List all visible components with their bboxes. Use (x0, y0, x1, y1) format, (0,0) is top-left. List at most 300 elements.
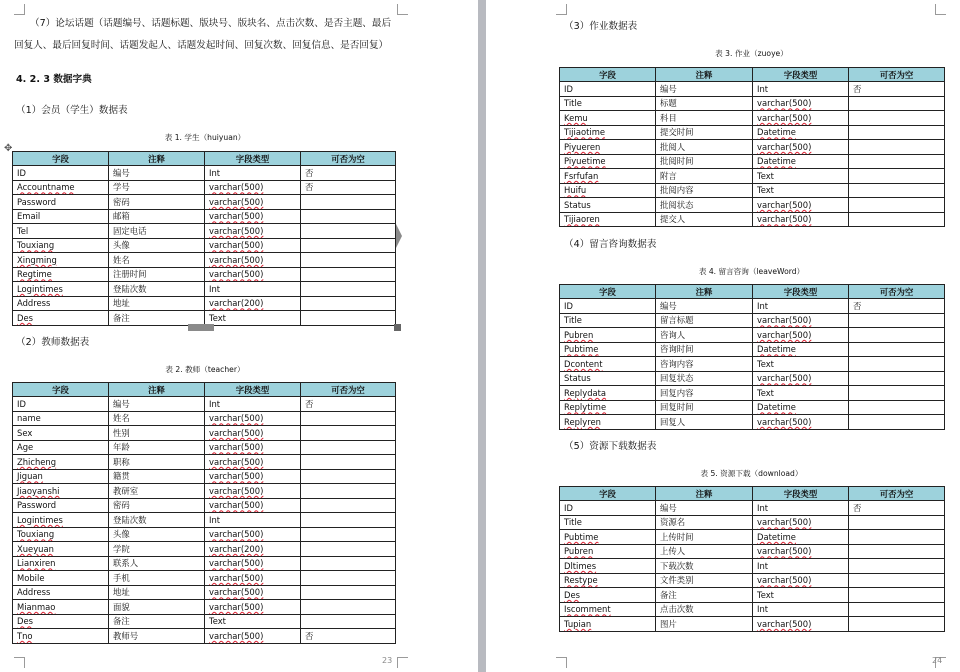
header-comment: 注释 (656, 285, 753, 299)
cell-nullable[interactable] (849, 530, 945, 545)
cell-nullable[interactable] (301, 513, 396, 528)
cell-type[interactable]: varchar(500) (205, 426, 301, 441)
cell-type[interactable]: varchar(500) (205, 527, 301, 542)
paragraph-line: （7）论坛话题（话题编号、话题标题、版块号、版块名、点击次数、是否主题、最后 (30, 18, 392, 29)
cell-type[interactable]: Int (205, 513, 301, 528)
cell-nullable[interactable] (301, 224, 396, 239)
cell-type[interactable]: Int (205, 166, 301, 181)
cell-field[interactable]: Dcontent (560, 357, 656, 372)
cell-comment[interactable]: 提交时间 (656, 125, 753, 140)
section-heading: 4. 2. 3 数据字典 (16, 74, 92, 85)
cell-nullable[interactable] (301, 556, 396, 571)
cell-field[interactable]: Fsrfufan (560, 169, 656, 184)
cell-type[interactable]: varchar(500) (205, 238, 301, 253)
cell-comment[interactable]: 上传人 (656, 544, 753, 559)
cell-field[interactable]: Lianxiren (13, 556, 109, 571)
table-row (560, 573, 945, 588)
cell-nullable[interactable] (301, 484, 396, 499)
cell-comment[interactable]: 学号 (109, 180, 205, 195)
cell-nullable[interactable] (301, 253, 396, 268)
table-row (560, 313, 945, 328)
table-row (13, 311, 396, 326)
page-number: 23 (382, 656, 393, 665)
cell-field[interactable]: ID (560, 501, 656, 516)
cell-comment[interactable]: 面貌 (109, 600, 205, 615)
cell-comment[interactable]: 手机 (109, 571, 205, 586)
cell-nullable[interactable] (849, 573, 945, 588)
table-caption: 表 1. 学生（huiyuan） (164, 133, 246, 142)
cell-field[interactable]: Touxiang (13, 238, 109, 253)
cell-field[interactable]: Replydata (560, 386, 656, 401)
cell-type[interactable]: Text (205, 311, 301, 326)
cell-nullable[interactable] (301, 469, 396, 484)
cell-field[interactable]: Address (13, 296, 109, 311)
cell-field[interactable]: Accountname (13, 180, 109, 195)
header-field: 字段 (13, 383, 109, 397)
cell-field[interactable]: Tupian (560, 617, 656, 632)
cell-nullable[interactable] (849, 111, 945, 126)
cell-nullable[interactable] (849, 617, 945, 632)
cell-comment[interactable]: 头像 (109, 527, 205, 542)
cell-nullable[interactable] (849, 559, 945, 574)
cell-nullable[interactable] (849, 415, 945, 430)
table-row (560, 386, 945, 401)
cell-nullable[interactable]: 否 (301, 397, 396, 412)
cell-nullable[interactable]: 否 (301, 629, 396, 644)
cell-type[interactable]: varchar(500) (205, 556, 301, 571)
header-nullable: 可否为空 (301, 152, 396, 166)
cell-comment[interactable]: 姓名 (109, 411, 205, 426)
cell-type[interactable]: Int (205, 397, 301, 412)
cell-field[interactable]: Xueyuan (13, 542, 109, 557)
cell-nullable[interactable] (301, 267, 396, 282)
cell-nullable[interactable] (849, 588, 945, 603)
crop-mark (397, 657, 408, 668)
teachers-table (12, 382, 396, 644)
cell-field[interactable]: Tel (13, 224, 109, 239)
table-row (560, 212, 945, 227)
cell-type[interactable]: varchar(500) (205, 180, 301, 195)
cell-comment[interactable]: 批阅内容 (656, 183, 753, 198)
cell-field[interactable]: Iscomment (560, 602, 656, 617)
cell-nullable[interactable] (849, 140, 945, 155)
cell-type[interactable]: Text (753, 357, 849, 372)
cell-comment[interactable]: 地址 (109, 585, 205, 600)
header-comment: 注释 (656, 68, 753, 82)
cell-type[interactable]: varchar(500) (205, 629, 301, 644)
cell-nullable[interactable] (849, 154, 945, 169)
cell-type[interactable]: varchar(500) (205, 469, 301, 484)
cell-type[interactable]: Text (753, 183, 849, 198)
table-row (13, 253, 396, 268)
table-caption: 表 5. 资源下载（download） (700, 469, 803, 478)
table-resize-handle[interactable] (396, 224, 402, 248)
cell-comment[interactable]: 批阅人 (656, 140, 753, 155)
cell-field[interactable]: Regtime (13, 267, 109, 282)
cell-comment[interactable]: 文件类别 (656, 573, 753, 588)
cell-comment[interactable]: 年龄 (109, 440, 205, 455)
table-row (560, 588, 945, 603)
subheading-messages: （4）留言咨询数据表 (564, 239, 657, 250)
table-row (560, 357, 945, 372)
students-table (12, 151, 396, 326)
header-type: 字段类型 (205, 383, 301, 397)
cell-field[interactable]: Piyuetime (560, 154, 656, 169)
cell-type[interactable]: Datetime (753, 530, 849, 545)
messages-table (559, 284, 945, 430)
table-row (13, 224, 396, 239)
table-row (560, 96, 945, 111)
cell-comment[interactable]: 邮箱 (109, 209, 205, 224)
cell-type[interactable]: Datetime (753, 342, 849, 357)
cell-nullable[interactable] (849, 183, 945, 198)
add-row-handle[interactable] (188, 324, 214, 331)
cell-comment[interactable]: 密码 (109, 195, 205, 210)
cell-nullable[interactable] (301, 571, 396, 586)
table-row (13, 411, 396, 426)
cell-type[interactable]: Text (753, 169, 849, 184)
cell-nullable[interactable] (849, 602, 945, 617)
cell-comment[interactable]: 教研室 (109, 484, 205, 499)
cell-field[interactable]: ID (13, 166, 109, 181)
cell-nullable[interactable] (301, 600, 396, 615)
cell-comment[interactable]: 备注 (656, 588, 753, 603)
table-row (13, 296, 396, 311)
cell-nullable[interactable] (301, 455, 396, 470)
table-header-row (560, 68, 945, 82)
table-row (560, 415, 945, 430)
cell-type[interactable]: varchar(500) (753, 617, 849, 632)
cell-type[interactable]: varchar(500) (753, 544, 849, 559)
table-row (560, 140, 945, 155)
cell-comment[interactable]: 姓名 (109, 253, 205, 268)
homework-table (559, 67, 945, 227)
cell-type[interactable]: varchar(500) (205, 484, 301, 499)
table-row (560, 82, 945, 97)
header-comment: 注释 (109, 152, 205, 166)
cell-field[interactable]: ID (560, 299, 656, 314)
table-caption: 表 3. 作业（zuoye） (715, 49, 788, 58)
cell-type[interactable]: varchar(500) (753, 328, 849, 343)
cell-comment[interactable]: 回复内容 (656, 386, 753, 401)
table-row (13, 629, 396, 644)
cell-type[interactable]: varchar(500) (753, 96, 849, 111)
cell-field[interactable]: Des (560, 588, 656, 603)
cell-field[interactable]: Logintimes (13, 282, 109, 297)
cell-comment[interactable]: 注册时间 (109, 267, 205, 282)
crop-mark (397, 4, 408, 15)
cell-nullable[interactable] (301, 426, 396, 441)
cell-nullable[interactable]: 否 (301, 180, 396, 195)
cell-field[interactable]: Sex (13, 426, 109, 441)
cell-nullable[interactable] (301, 296, 396, 311)
cell-nullable[interactable] (301, 440, 396, 455)
cell-field[interactable]: Zhicheng (13, 455, 109, 470)
cell-type[interactable]: varchar(500) (205, 498, 301, 513)
cell-field[interactable]: Des (13, 614, 109, 629)
cell-comment[interactable]: 下载次数 (656, 559, 753, 574)
cell-comment[interactable]: 头像 (109, 238, 205, 253)
cell-nullable[interactable] (849, 515, 945, 530)
cell-field[interactable]: Huifu (560, 183, 656, 198)
cell-field[interactable]: Mobile (13, 571, 109, 586)
table-row (13, 195, 396, 210)
cell-field[interactable]: Dltimes (560, 559, 656, 574)
cell-type[interactable]: varchar(200) (205, 296, 301, 311)
cell-field[interactable]: Restype (560, 573, 656, 588)
cell-nullable[interactable] (849, 371, 945, 386)
cell-field[interactable]: Pubtime (560, 530, 656, 545)
cell-field[interactable]: Address (13, 585, 109, 600)
cell-comment[interactable]: 学院 (109, 542, 205, 557)
cell-nullable[interactable] (849, 198, 945, 213)
cell-field[interactable]: Pubren (560, 544, 656, 559)
cell-comment[interactable]: 固定电话 (109, 224, 205, 239)
table-row (13, 440, 396, 455)
cell-comment[interactable]: 教师号 (109, 629, 205, 644)
cell-comment[interactable]: 咨询内容 (656, 357, 753, 372)
cell-field[interactable]: Logintimes (13, 513, 109, 528)
cell-field[interactable]: Piyueren (560, 140, 656, 155)
cell-field[interactable]: ID (13, 397, 109, 412)
cell-type[interactable]: Int (753, 501, 849, 516)
table-row (13, 556, 396, 571)
cell-type[interactable]: Int (753, 559, 849, 574)
cell-field[interactable]: Tijiaoren (560, 212, 656, 227)
cell-type[interactable]: varchar(500) (205, 209, 301, 224)
cell-nullable[interactable] (849, 386, 945, 401)
cell-field[interactable]: name (13, 411, 109, 426)
cell-field[interactable]: Touxiang (13, 527, 109, 542)
cell-type[interactable]: varchar(500) (753, 415, 849, 430)
cell-comment[interactable]: 咨询人 (656, 328, 753, 343)
cell-comment[interactable]: 批阅状态 (656, 198, 753, 213)
cell-type[interactable]: varchar(200) (205, 542, 301, 557)
cell-nullable[interactable] (301, 195, 396, 210)
cell-comment[interactable]: 登陆次数 (109, 282, 205, 297)
table-row (13, 585, 396, 600)
cell-type[interactable]: varchar(500) (205, 195, 301, 210)
table-row (13, 498, 396, 513)
cell-type[interactable]: Int (753, 299, 849, 314)
cell-comment[interactable]: 联系人 (109, 556, 205, 571)
cell-field[interactable]: Email (13, 209, 109, 224)
cell-type[interactable]: Datetime (753, 400, 849, 415)
cell-comment[interactable]: 回复人 (656, 415, 753, 430)
cell-type[interactable]: varchar(500) (753, 111, 849, 126)
cell-comment[interactable]: 编号 (109, 397, 205, 412)
crop-mark (556, 4, 567, 15)
cell-field[interactable]: Title (560, 515, 656, 530)
cell-type[interactable]: varchar(500) (753, 371, 849, 386)
table-row (560, 111, 945, 126)
cell-comment[interactable]: 图片 (656, 617, 753, 632)
cell-field[interactable]: Age (13, 440, 109, 455)
cell-type[interactable]: Text (753, 588, 849, 603)
cell-type[interactable]: varchar(500) (753, 198, 849, 213)
cell-comment[interactable]: 编号 (656, 82, 753, 97)
cell-comment[interactable]: 标题 (656, 96, 753, 111)
cell-nullable[interactable] (849, 328, 945, 343)
subheading-students: （1）会员（学生）数据表 (16, 105, 128, 116)
table-row (560, 501, 945, 516)
subheading-homework: （3）作业数据表 (564, 21, 638, 32)
cell-type[interactable]: varchar(500) (205, 600, 301, 615)
cell-type[interactable]: Int (753, 82, 849, 97)
cell-type[interactable]: varchar(500) (205, 571, 301, 586)
cell-type[interactable]: varchar(500) (205, 585, 301, 600)
table-row (13, 614, 396, 629)
cell-nullable[interactable]: 否 (849, 501, 945, 516)
cell-field[interactable]: Password (13, 195, 109, 210)
cell-field[interactable]: Des (13, 311, 109, 326)
cell-type[interactable]: varchar(500) (205, 411, 301, 426)
cell-nullable[interactable] (849, 357, 945, 372)
cell-nullable[interactable] (301, 209, 396, 224)
cell-nullable[interactable] (849, 313, 945, 328)
table-row (560, 169, 945, 184)
cell-field[interactable]: Title (560, 96, 656, 111)
cell-comment[interactable]: 提交人 (656, 212, 753, 227)
cell-nullable[interactable] (301, 282, 396, 297)
table-row (13, 267, 396, 282)
cell-comment[interactable]: 籍贯 (109, 469, 205, 484)
cell-comment[interactable]: 科目 (656, 111, 753, 126)
header-field: 字段 (13, 152, 109, 166)
cell-comment[interactable]: 密码 (109, 498, 205, 513)
cell-field[interactable]: Password (13, 498, 109, 513)
cell-comment[interactable]: 性别 (109, 426, 205, 441)
cell-field[interactable]: Tijiaotime (560, 125, 656, 140)
cell-nullable[interactable] (301, 411, 396, 426)
cell-nullable[interactable] (849, 96, 945, 111)
cell-type[interactable]: Datetime (753, 154, 849, 169)
header-nullable: 可否为空 (849, 285, 945, 299)
header-comment: 注释 (109, 383, 205, 397)
table-move-handle-icon[interactable]: ✥ (4, 143, 13, 154)
header-field: 字段 (560, 285, 656, 299)
crop-mark (14, 657, 25, 668)
cell-nullable[interactable] (301, 498, 396, 513)
cell-nullable[interactable] (301, 585, 396, 600)
cell-field[interactable]: Pubren (560, 328, 656, 343)
cell-field[interactable]: Status (560, 198, 656, 213)
cell-comment[interactable]: 编号 (656, 299, 753, 314)
cell-comment[interactable]: 编号 (656, 501, 753, 516)
table-header-row (560, 487, 945, 501)
cell-comment[interactable]: 职称 (109, 455, 205, 470)
cell-nullable[interactable] (301, 311, 396, 326)
cell-nullable[interactable]: 否 (301, 166, 396, 181)
header-type: 字段类型 (205, 152, 301, 166)
cell-nullable[interactable] (301, 527, 396, 542)
header-comment: 注释 (656, 487, 753, 501)
cell-field[interactable]: Xingming (13, 253, 109, 268)
cell-type[interactable]: varchar(500) (205, 440, 301, 455)
header-type: 字段类型 (753, 487, 849, 501)
cell-nullable[interactable] (301, 238, 396, 253)
cell-comment[interactable]: 备注 (109, 614, 205, 629)
cell-nullable[interactable] (849, 342, 945, 357)
cell-comment[interactable]: 回复时间 (656, 400, 753, 415)
cell-field[interactable]: ID (560, 82, 656, 97)
cell-type[interactable]: Text (205, 614, 301, 629)
cell-nullable[interactable] (849, 169, 945, 184)
cell-type[interactable]: varchar(500) (753, 313, 849, 328)
cell-nullable[interactable] (301, 614, 396, 629)
cell-comment[interactable]: 地址 (109, 296, 205, 311)
cell-type[interactable]: varchar(500) (753, 515, 849, 530)
cell-field[interactable]: Kemu (560, 111, 656, 126)
cell-nullable[interactable] (849, 400, 945, 415)
cell-comment[interactable]: 回复状态 (656, 371, 753, 386)
cell-field[interactable]: Tno (13, 629, 109, 644)
downloads-table (559, 486, 945, 632)
cell-comment[interactable]: 点击次数 (656, 602, 753, 617)
table-row (13, 484, 396, 499)
table-row (13, 571, 396, 586)
cell-type[interactable]: varchar(500) (205, 224, 301, 239)
cell-comment[interactable]: 留言标题 (656, 313, 753, 328)
cell-comment[interactable]: 备注 (109, 311, 205, 326)
table-row (560, 299, 945, 314)
cell-field[interactable]: Mianmao (13, 600, 109, 615)
cell-comment[interactable]: 登陆次数 (109, 513, 205, 528)
cell-field[interactable]: Replyren (560, 415, 656, 430)
cell-type[interactable]: Text (753, 386, 849, 401)
cell-type[interactable]: Int (205, 282, 301, 297)
cell-comment[interactable]: 附言 (656, 169, 753, 184)
cell-field[interactable]: Jiguan (13, 469, 109, 484)
cell-field[interactable]: Title (560, 313, 656, 328)
cell-nullable[interactable]: 否 (849, 299, 945, 314)
table-row (13, 600, 396, 615)
cell-field[interactable]: Jiaoyanshi (13, 484, 109, 499)
cell-comment[interactable]: 编号 (109, 166, 205, 181)
table-row (560, 602, 945, 617)
cell-nullable[interactable] (849, 544, 945, 559)
cell-comment[interactable]: 批阅时间 (656, 154, 753, 169)
cell-comment[interactable]: 资源名 (656, 515, 753, 530)
cell-nullable[interactable] (849, 125, 945, 140)
table-row (13, 542, 396, 557)
cell-field[interactable]: Replytime (560, 400, 656, 415)
table-row (560, 617, 945, 632)
table-corner-resize-handle[interactable] (394, 324, 401, 331)
cell-field[interactable]: Pubtime (560, 342, 656, 357)
cell-nullable[interactable] (849, 212, 945, 227)
cell-type[interactable]: varchar(500) (753, 140, 849, 155)
cell-comment[interactable]: 咨询时间 (656, 342, 753, 357)
cell-type[interactable]: Datetime (753, 125, 849, 140)
cell-nullable[interactable]: 否 (849, 82, 945, 97)
cell-type[interactable]: varchar(500) (205, 253, 301, 268)
cell-nullable[interactable] (301, 542, 396, 557)
table-row (560, 198, 945, 213)
cell-type[interactable]: Int (753, 602, 849, 617)
table-row (13, 238, 396, 253)
cell-type[interactable]: varchar(500) (205, 455, 301, 470)
header-field: 字段 (560, 487, 656, 501)
cell-type[interactable]: varchar(500) (205, 267, 301, 282)
header-nullable: 可否为空 (301, 383, 396, 397)
cell-type[interactable]: varchar(500) (753, 212, 849, 227)
cell-comment[interactable]: 上传时间 (656, 530, 753, 545)
table-row (13, 180, 396, 195)
cell-type[interactable]: varchar(500) (753, 573, 849, 588)
table-row (560, 371, 945, 386)
cell-field[interactable]: Status (560, 371, 656, 386)
